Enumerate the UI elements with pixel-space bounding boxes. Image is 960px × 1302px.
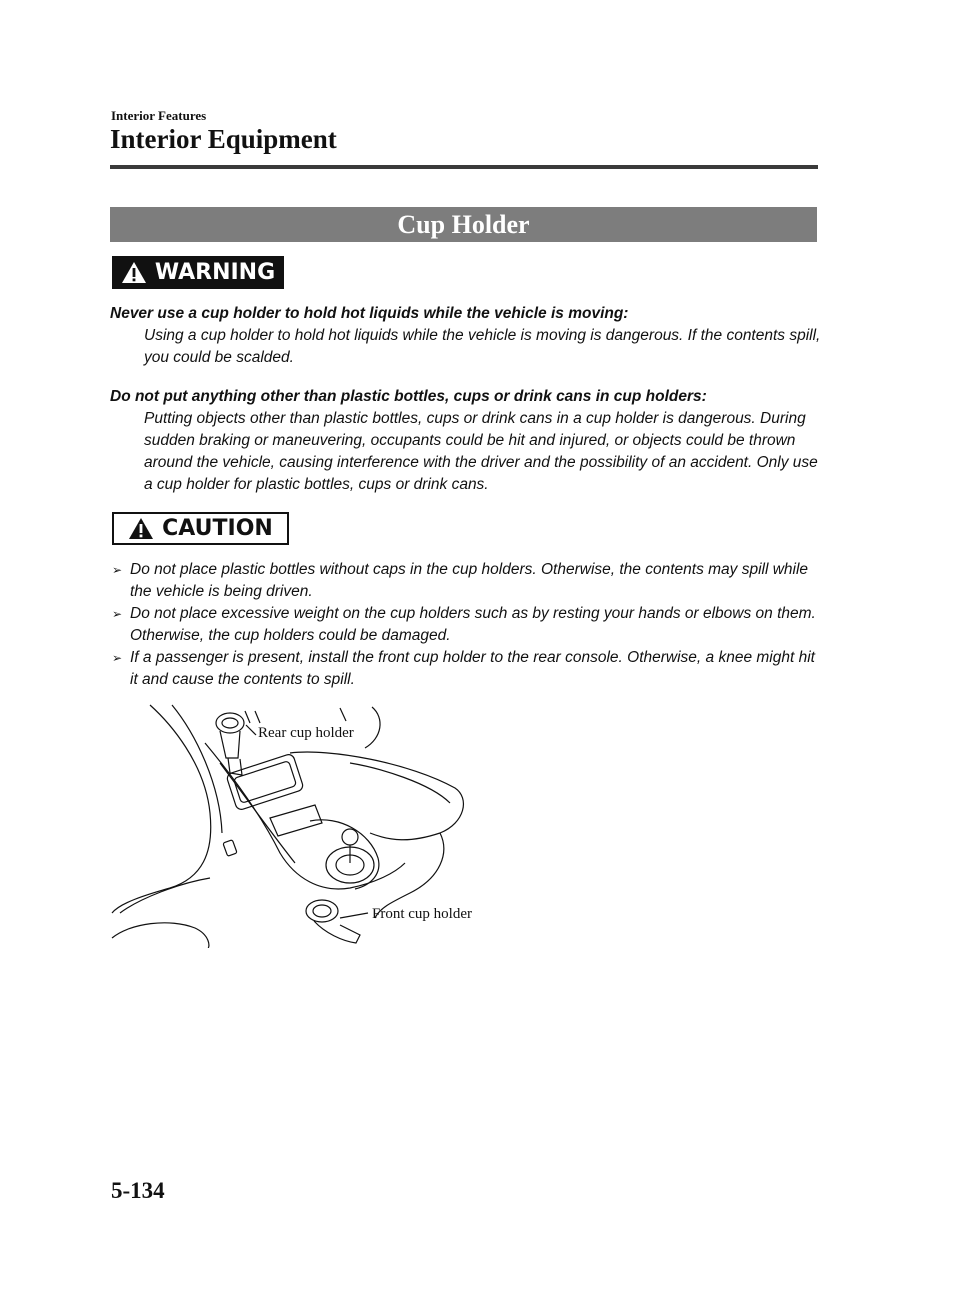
caution-item — [110, 603, 825, 647]
caution-item — [110, 559, 825, 603]
bullet-arrow-icon: ➢ — [112, 563, 123, 577]
warning-item — [110, 303, 825, 369]
topic-banner — [110, 207, 817, 242]
warning-badge — [112, 256, 284, 289]
cup-holder-illustration — [110, 703, 490, 948]
warning-heading: Do not put anything other than plastic bottles, cups or drink cans in cup holders: — [110, 388, 707, 405]
page-number: 5-134 — [111, 1178, 165, 1203]
rear-cup-holder-label: Rear cup holder — [258, 725, 354, 741]
bullet-arrow-icon: ➢ — [112, 651, 123, 665]
warning-item — [110, 386, 825, 496]
warning-body: Putting objects other than plastic bottles, cups or drink cans in a cup holder is dangerous. During sudden braking or maneuvering, occupants could be hit and injured, or objects could be thrown around the vehicle, causing interference with the driver and the possibility of an accident. Only use a cup holder for plastic bottles, cups or drink cans. — [144, 410, 818, 493]
warning-label: WARNING — [154, 260, 276, 285]
caution-text: Do not place excessive weight on the cup holders such as by resting your hands or elbows on them. Otherwise, the cup holders could be damaged. — [130, 605, 816, 644]
header-rule — [110, 165, 818, 169]
caution-item — [110, 647, 825, 691]
chapter-label: Interior Features — [111, 108, 207, 123]
caution-triangle-icon — [128, 517, 154, 540]
caution-text: Do not place plastic bottles without caps in the cup holders. Otherwise, the contents may spill while the vehicle is being driven. — [130, 561, 809, 600]
section-title: Interior Equipment — [110, 124, 337, 154]
bullet-arrow-icon: ➢ — [112, 607, 123, 621]
caution-badge — [112, 512, 289, 545]
topic-title: Cup Holder — [397, 209, 530, 239]
caution-text: If a passenger is present, install the front cup holder to the rear console. Otherwise, a knee might hit it and cause the contents to spill. — [130, 649, 815, 688]
warning-heading: Never use a cup holder to hold hot liquids while the vehicle is moving: — [110, 305, 629, 322]
caution-list — [110, 559, 825, 691]
front-cup-holder-label: Front cup holder — [372, 906, 472, 922]
caution-label: CAUTION — [162, 516, 273, 541]
warning-triangle-icon — [121, 261, 147, 284]
warning-body: Using a cup holder to hold hot liquids while the vehicle is moving is dangerous. If the contents spill, you could be scalded. — [144, 327, 821, 366]
